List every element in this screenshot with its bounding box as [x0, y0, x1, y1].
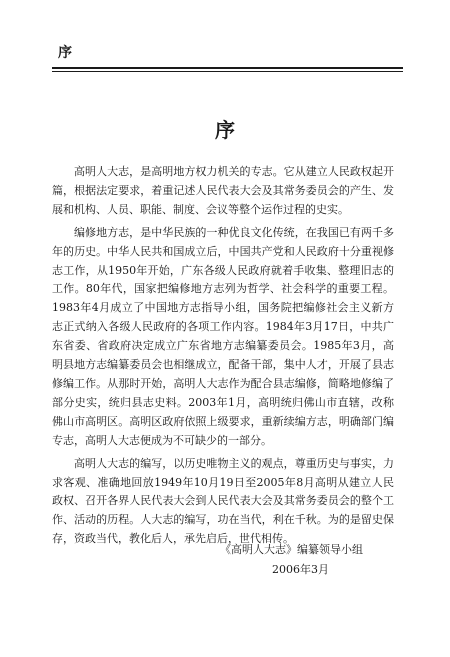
- body-text: [52, 163, 394, 553]
- paragraph-3: 高明人大志的编写，以历史唯物主义的观点，尊重历史与事实，力求客观、准确地回放1949年10月19日至2005年8月高明从建立人民政权、召开各界人民代表大会到人民代表大会及其常务委员会的整个工作、活动的历程。人大志的编写，功在当代，利在千秋。为的是留史保存，资政当代，教化后人，承先启后，世代相传。: [52, 456, 394, 546]
- signature-date: 2006年3月: [272, 563, 329, 576]
- header-rule-thin: [52, 71, 403, 72]
- page-title: 序: [215, 118, 235, 142]
- paragraph-2: 编修地方志，是中华民族的一种优良文化传统，在我国已有两千多年的历史。中华人民共和国成立后，中国共产党和人民政府十分重视修志工作，从1950年开始，广东各级人民政府就着手收集、整理旧志的工作。80年代，国家把编修地方志列为哲学、社会科学的重要工程。1983年4月成立了中国地方志指导小组，国务院把编修社会主义新方志正式纳入各级人民政府的各项工作内容。1984年3月17日，中共广东省委、省政府决定成立广东省地方志编纂委员会。1985年3月，高明县地方志编纂委员会也相继成立，配备干部，集中人才，开展了县志修编工作。从那时开始，高明人大志作为配合县志编修，简略地修编了部分史实，统归县志史料。2003年1月，高明统归佛山市直辖，改称佛山市高明区。高明区政府依照上级要求，重新续编方志，明确部门编专志，高明人大志便成为不可缺少的一部分。: [52, 225, 394, 447]
- signature-block: [220, 540, 400, 580]
- header-rule-thick: [52, 67, 403, 69]
- signature-organization: 《高明人大志》编纂领导小组: [220, 543, 363, 556]
- paragraph-1: 高明人大志，是高明地方权力机关的专志。它从建立人民政权起开篇，根据法定要求，着重记述人民代表大会及其常务委员会的产生、发展和机构、人员、职能、制度、会议等整个运作过程的史实。: [52, 165, 394, 216]
- running-head: 序: [58, 45, 73, 61]
